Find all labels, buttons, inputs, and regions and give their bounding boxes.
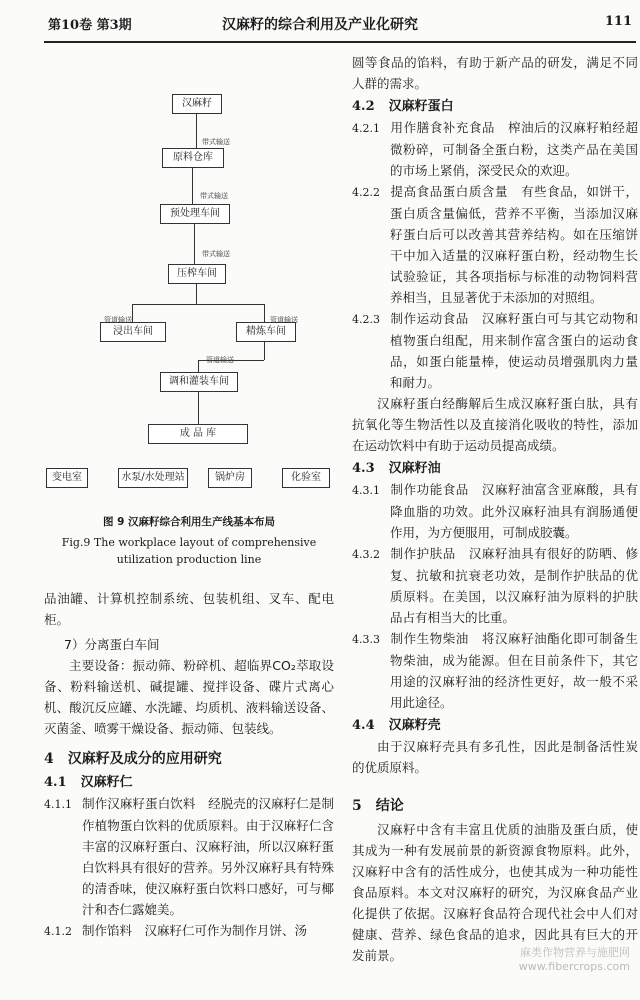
section-4-1-heading	[44, 772, 334, 793]
subsection-4-1-2	[44, 920, 334, 942]
subsection-number: 4.3.3	[352, 633, 380, 646]
fig-box-boiler: 锅炉房	[208, 468, 252, 488]
section-number: 4.1	[44, 775, 67, 790]
subsection-text: 制作馅料 汉麻籽仁可作为制作月饼、汤	[82, 923, 308, 938]
fig-connector	[198, 360, 199, 372]
page-header	[0, 0, 640, 46]
layout-figure	[44, 52, 334, 510]
watermark-line2: www.fibercrops.com	[518, 960, 630, 973]
section-number: 4	[44, 751, 54, 767]
subsection-4-2-2	[352, 181, 638, 308]
subsection-4-3-2	[352, 543, 638, 628]
fig-label: 带式输送	[200, 192, 228, 200]
fig-connector	[132, 304, 133, 322]
fig-box-warehouse: 原料仓库	[162, 148, 224, 168]
left-column	[44, 52, 334, 516]
running-title: 汉麻籽的综合利用及产业化研究	[222, 17, 418, 33]
subsection-number: 4.2.3	[352, 313, 380, 326]
section-title: 汉麻籽蛋白	[388, 99, 454, 114]
subsection-text: 制作生物柴油 将汉麻籽油酯化即可制备生物柴油，成为能源。但在目前条件下，其它用途的汉麻籽油的经济性更好，故一般不采用此途径。	[390, 631, 638, 710]
section-4-4-heading	[352, 715, 638, 736]
subsection-4-1-1	[44, 793, 334, 920]
fig-label: 管道输送	[206, 356, 234, 364]
left-text	[44, 588, 334, 942]
figure-caption-zh: 图 9 汉麻籽综合利用生产线基本布局	[102, 516, 276, 528]
paragraph: 由于汉麻籽壳具有多孔性，因此是制备活性炭的优质原料。	[352, 739, 638, 775]
subsection-text: 用作膳食补充食品 榨油后的汉麻籽粕经超微粉碎，可制备全蛋白粉，这类产品在美国的市场上紧俏，深受民众的欢迎。	[390, 120, 638, 178]
fig-box-pressing: 压榨车间	[168, 264, 226, 284]
paragraph: 汉麻籽中含有丰富且优质的油脂及蛋白质，使其成为一种有发展前景的新资源食物原料。此外，汉麻籽中含有的活性成分，也使其成为一种功能性食品原料。本文对汉麻籽的研究，为汉麻食品产业化提供了依据。汉麻籽食品符合现代社会中人们对健康、营养、绿色食品的追求，因此具有巨大的开发前景。	[352, 822, 638, 963]
fig-connector	[196, 284, 197, 304]
right-column	[352, 52, 638, 966]
section-title: 汉麻籽及成分的应用研究	[67, 751, 222, 767]
fig-label: 带式输送	[202, 250, 230, 258]
subsection-text: 制作汉麻籽蛋白饮料 经脱壳的汉麻籽仁是制作植物蛋白饮料的优质原料。由于汉麻籽仁含丰富的汉麻籽蛋白、汉麻籽油，所以汉麻籽蛋白饮料具有很好的营养。另外汉麻籽具有特殊的清香味，使汉麻籽蛋白饮料口感好，可与椰汁和杏仁露媲美。	[82, 796, 334, 917]
subsection-number: 4.3.2	[352, 548, 380, 561]
fig-box-pretreatment: 预处理车间	[160, 204, 230, 224]
subsection-number: 4.2.1	[352, 122, 380, 135]
figure-caption-en-line2: utilization production line	[116, 553, 262, 566]
fig-connector	[196, 114, 197, 148]
section-5-heading	[352, 796, 638, 817]
fig-connector	[264, 304, 265, 322]
section-title: 汉麻籽仁	[80, 775, 133, 790]
fig-connector	[132, 304, 264, 305]
subsection-number: 4.1.1	[44, 798, 72, 811]
subsection-text: 提高食品蛋白质含量 有些食品，如饼干，蛋白质含量偏低，营养不平衡，当添加汉麻籽蛋白后可以改善其营养结构。如在压缩饼干中加入适量的汉麻籽蛋白粉，经动物生长试验验证，其各项指标与标准的动物饲料营养相当，且显著优于未添加的对照组。	[390, 184, 638, 305]
section-number: 5	[352, 798, 362, 814]
fig-connector	[194, 224, 195, 264]
subsection-number: 4.3.1	[352, 484, 380, 497]
header-rule	[44, 41, 636, 43]
fig-connector	[264, 342, 265, 360]
section-4-heading	[44, 749, 334, 770]
fig-box-refining: 精炼车间	[236, 322, 296, 342]
fig-label: 带式输送	[202, 138, 230, 146]
subsection-4-3-3	[352, 628, 638, 713]
section-number: 4.2	[352, 99, 375, 114]
section-4-3-heading	[352, 458, 638, 479]
fig-label: 管道输送	[270, 316, 298, 324]
watermark	[519, 946, 630, 974]
paragraph: 圆等食品的馅料，有助于新产品的研发，满足不同人群的需求。	[352, 55, 638, 91]
subsection-number: 4.1.2	[44, 925, 72, 938]
subsection-4-2-3	[352, 308, 638, 393]
paragraph: 汉麻籽蛋白经酶解后生成汉麻籽蛋白肽，具有抗氧化等生物活性以及直接消化吸收的特性，添加在运动饮料中有助于运动员提高成绩。	[352, 396, 638, 453]
section-4-2-heading	[352, 96, 638, 117]
subsection-4-3-1	[352, 479, 638, 543]
section-number: 4.4	[352, 718, 375, 733]
fig-box-product: 成 品 库	[148, 424, 248, 444]
fig-box-water: 水泵/水处理站	[118, 468, 188, 488]
fig-box-leaching: 浸出车间	[100, 322, 166, 342]
fig-box-blending: 调和灌装车间	[160, 372, 238, 392]
paragraph: 主要设备：振动筛、粉碎机、超临界CO₂萃取设备、粉料输送机、碱提罐、搅拌设备、碟片式离心机、酸沉反应罐、水洗罐、均质机、液料输送设备、灭菌釜、喷雾干燥设备、振动筛、包装线。	[44, 658, 334, 736]
section-number: 4.3	[352, 461, 375, 476]
section-title: 汉麻籽壳	[388, 718, 441, 733]
section-title: 汉麻籽油	[388, 461, 441, 476]
page-number: 111	[604, 14, 632, 29]
fig-label: 管道输送	[104, 316, 132, 324]
figure-caption-en-line1: Fig.9 The workplace layout of comprehensive	[61, 536, 317, 549]
fig-box-substation: 变电室	[46, 468, 88, 488]
subsection-text: 制作运动食品 汉麻籽蛋白可与其它动物和植物蛋白组配，用来制作富含蛋白的运动食品，如蛋白能量棒，使运动员增强肌肉力量和耐力。	[390, 311, 638, 390]
figure-caption-en	[44, 534, 334, 568]
watermark-line1: 麻类作物营养与施肥网	[520, 946, 630, 959]
fig-box-hempseed: 汉麻籽	[172, 94, 222, 114]
subsection-text: 制作功能食品 汉麻籽油富含亚麻酸，具有降血脂的功效。此外汉麻籽油具有润肠通便作用，为方便服用，可制成胶囊。	[390, 482, 638, 540]
journal-volume: 第10卷 第3期	[48, 18, 132, 33]
subsection-number: 4.2.2	[352, 186, 380, 199]
fig-box-lab: 化验室	[282, 468, 330, 488]
paragraph: 品油罐、计算机控制系统、包装机组、叉车、配电柜。	[44, 591, 334, 627]
fig-connector	[198, 392, 199, 424]
subsection-text: 制作护肤品 汉麻籽油具有很好的防晒、修复、抗敏和抗衰老功效，是制作护肤品的优质原料。在美国，以汉麻籽油为原料的护肤品占有相当大的比重。	[390, 546, 638, 625]
subsection-4-2-1	[352, 117, 638, 181]
subheading-7: 7）分离蛋白车间	[64, 637, 160, 652]
fig-connector	[192, 168, 193, 204]
section-title: 结论	[375, 798, 404, 814]
